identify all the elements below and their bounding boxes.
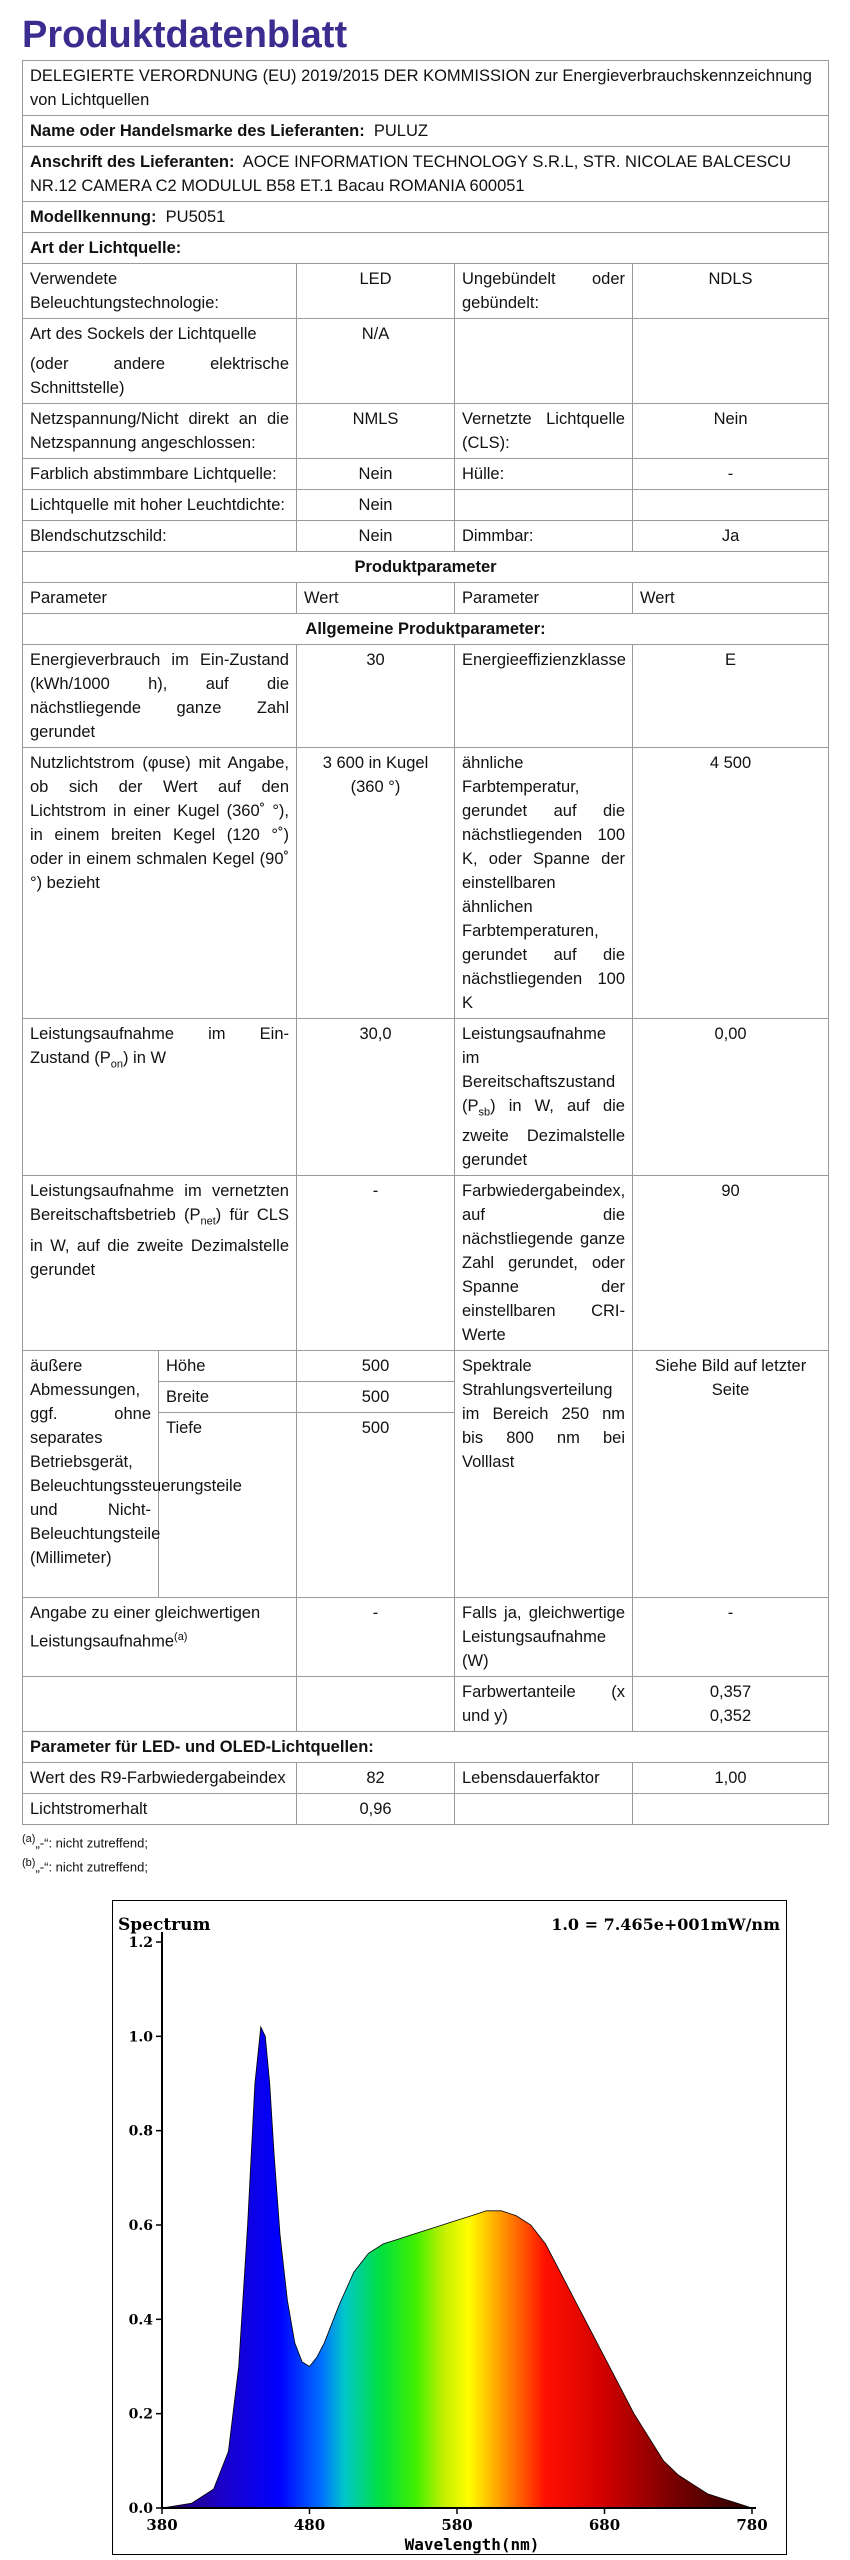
spectral-label: Spektrale Strahlungsverteilung im Bereich 250 nm bis 800 nm bei Volllast: [455, 1351, 633, 1598]
empty-cell: [633, 490, 829, 521]
regulation-text: DELEGIERTE VERORDNUNG (EU) 2019/2015 DER KOMMISSION zur Energieverbrauchskennzeichnung von Lichtquellen: [23, 61, 829, 116]
footnote: [22, 1853, 828, 1877]
led-params-heading: Parameter für LED- und OLED-Lichtquellen:: [23, 1732, 829, 1763]
cap-value: N/A: [297, 319, 455, 404]
y-tick-label: 0.6: [128, 2218, 153, 2234]
x-axis-label: Wavelength(nm): [404, 2535, 540, 2554]
directional-value: NDLS: [633, 264, 829, 319]
high-luminance-value: Nein: [297, 490, 455, 521]
p-on-label-text: ) in W: [122, 1049, 167, 1067]
r9-label: Wert des R9-Farbwiedergabeindex: [23, 1763, 297, 1794]
survival-factor-value: 1,00: [633, 1763, 829, 1794]
glare-shield-label: Blendschutzschild:: [23, 521, 297, 552]
depth-label: Tiefe: [159, 1413, 297, 1598]
mains-label: Netzspannung/Nicht direkt an die Netzspannung angeschlossen:: [23, 404, 297, 459]
envelope-label: Hülle:: [455, 459, 633, 490]
supplier-name-row: [23, 116, 829, 147]
y-tick-label: 0.4: [128, 2312, 153, 2329]
empty-cell: [633, 1794, 829, 1825]
lumen-maintenance-label: Lichtstromerhalt: [23, 1794, 297, 1825]
cap-label-line2: (oder andere elektrische Schnittstelle): [30, 355, 289, 397]
cri-value: 90: [633, 1176, 829, 1351]
model-label: Modellkennung:: [30, 208, 157, 226]
footnote: [22, 1829, 828, 1853]
mains-value: NMLS: [297, 404, 455, 459]
cap-label-line1: Art des Sockels der Lichtquelle: [30, 325, 257, 343]
supplier-name-label: Name oder Handelsmarke des Lieferanten:: [30, 122, 365, 140]
depth-value: 500: [297, 1413, 455, 1598]
equivalent-power-claim-value: -: [297, 1598, 455, 1677]
p-net-subscript: net: [200, 1215, 216, 1228]
dimensions-label: äußere Abmessungen, ggf. ohne separates Betriebsgerät, Beleuchtungssteuerungsteile und Nicht-Beleuchtungsteile (Millimeter): [23, 1351, 159, 1598]
col-header-param: Parameter: [455, 583, 633, 614]
colour-tunable-label: Farblich abstimmbare Lichtquelle:: [23, 459, 297, 490]
survival-factor-label: Lebensdauerfaktor: [455, 1763, 633, 1794]
datasheet-table: [22, 60, 829, 1825]
y-tick-label: 0.8: [128, 2123, 153, 2140]
empty-cell: [455, 1794, 633, 1825]
p-on-label-text: Leistungsaufnahme im Ein-Zustand (P: [30, 1025, 289, 1067]
chart-title: Spectrum: [118, 1915, 211, 1935]
r9-value: 82: [297, 1763, 455, 1794]
x-tick-label: 680: [588, 2516, 621, 2534]
x-tick-label: 780: [736, 2516, 768, 2534]
chromaticity-x: 0,357: [709, 1683, 752, 1702]
p-on-subscript: on: [110, 1058, 123, 1071]
empty-cell: [633, 319, 829, 404]
page-title: Produktdatenblatt: [22, 14, 348, 56]
spectrum-svg: [112, 1900, 787, 2555]
col-header-value: Wert: [297, 583, 455, 614]
supplier-address-row: [23, 147, 829, 202]
y-tick-label: 0.2: [128, 2406, 153, 2423]
efficiency-class-value: E: [633, 645, 829, 748]
on-mode-value: 30: [297, 645, 455, 748]
tech-value: LED: [297, 264, 455, 319]
flux-label: Nutzlichtstrom (φuse) mit Angabe, ob sich der Wert auf den Lichtstrom in einer Kugel (360˚ °), in einem breiten Kegel (120 °˚) oder in einem schmalen Kegel (90˚ °) bezieht: [23, 748, 297, 1019]
product-params-heading: Produktparameter: [23, 552, 829, 583]
cri-label: Farbwiedergabeindex, auf die nächstliegende ganze Zahl gerundet, oder Spanne der einstellbaren CRI-Werte: [455, 1176, 633, 1351]
cap-label: [23, 319, 297, 404]
col-header-value: Wert: [633, 583, 829, 614]
y-tick-label: 1.2: [128, 1935, 153, 1951]
col-header-param: Parameter: [23, 583, 297, 614]
cct-value: 4 500: [633, 748, 829, 1019]
tech-label: Verwendete Beleuchtungstechnologie:: [23, 264, 297, 319]
p-net-value: -: [297, 1176, 455, 1351]
p-net-label-text: Leistungsaufnahme im vernetzten Bereitschaftsbetrieb (P: [30, 1182, 289, 1225]
empty-cell: [297, 1677, 455, 1732]
p-net-label-text: ) für CLS in W, auf die zweite Dezimalstelle gerundet: [30, 1206, 289, 1279]
y-tick-label: 1.0: [128, 2029, 153, 2046]
colour-tunable-value: Nein: [297, 459, 455, 490]
equivalent-power-value: -: [633, 1598, 829, 1677]
footnotes: [22, 1829, 828, 1877]
p-sb-subscript: sb: [478, 1106, 491, 1119]
model-row: [23, 202, 829, 233]
high-luminance-label: Lichtquelle mit hoher Leuchtdichte:: [23, 490, 297, 521]
y-tick-label: 0.0: [128, 2501, 153, 2517]
empty-cell: [455, 319, 633, 404]
flux-value: 3 600 in Kugel (360 °): [297, 748, 455, 1019]
footnote-text: „-“: nicht zutreffend;: [35, 1859, 148, 1875]
dimmable-label: Dimmbar:: [455, 521, 633, 552]
x-tick-label: 480: [293, 2516, 326, 2534]
p-net-label: [23, 1176, 297, 1351]
height-value: 500: [297, 1351, 455, 1382]
p-sb-label: [455, 1019, 633, 1176]
cls-label: Vernetzte Lichtquelle (CLS):: [455, 404, 633, 459]
width-label: Breite: [159, 1382, 297, 1413]
footnote-mark: (a): [22, 1833, 36, 1846]
equivalent-power-claim-label: [23, 1598, 297, 1677]
p-sb-label-text: ) in W, auf die zweite Dezimalstelle gerundet: [462, 1097, 625, 1170]
general-params-heading: Allgemeine Produktparameter:: [23, 614, 829, 645]
cls-value: Nein: [633, 404, 829, 459]
x-tick-label: 380: [146, 2516, 178, 2534]
footnote-text: „-“: nicht zutreffend;: [35, 1835, 148, 1851]
p-on-label: [23, 1019, 297, 1176]
spectral-value: Siehe Bild auf letzter Seite: [633, 1351, 829, 1598]
p-sb-label-text: Leistungsaufnahme im Bereitschaftszustand (P: [462, 1025, 616, 1115]
chromaticity-value: [633, 1677, 829, 1732]
supplier-address: AOCE INFORMATION TECHNOLOGY S.R.L, STR. NICOLAE BALCESCU NR.12 CAMERA C2 MODULUL B58 ET.1 Bacau ROMANIA 600051: [30, 153, 792, 195]
lumen-maintenance-value: 0,96: [297, 1794, 455, 1825]
efficiency-class-label: Energieeffizienzklasse: [455, 645, 633, 748]
chromaticity-y: 0,352: [709, 1707, 752, 1726]
light-type-heading: Art der Lichtquelle:: [23, 233, 829, 264]
spectrum-chart: [112, 1900, 787, 2555]
model-id: PU5051: [165, 208, 226, 226]
glare-shield-value: Nein: [297, 521, 455, 552]
datasheet: [22, 10, 828, 1877]
height-label: Höhe: [159, 1351, 297, 1382]
x-tick-label: 580: [441, 2516, 473, 2534]
footnote-mark: (a): [174, 1631, 188, 1644]
dimmable-value: Ja: [633, 521, 829, 552]
equivalent-power-claim-text: Angabe zu einer gleichwertigen Leistungsaufnahme: [30, 1604, 261, 1651]
directional-label: Ungebündelt oder gebündelt:: [455, 264, 633, 319]
p-on-value: 30,0: [297, 1019, 455, 1176]
envelope-value: -: [633, 459, 829, 490]
chromaticity-label: Farbwertanteile (x und y): [455, 1677, 633, 1732]
supplier-name: PULUZ: [373, 122, 428, 140]
equivalent-power-label: Falls ja, gleichwertige Leistungsaufnahme (W): [455, 1598, 633, 1677]
supplier-address-label: Anschrift des Lieferanten:: [30, 153, 235, 171]
width-value: 500: [297, 1382, 455, 1413]
empty-cell: [23, 1677, 297, 1732]
chart-scale-note: 1.0 = 7.465e+001mW/nm: [551, 1915, 780, 1934]
footnote-mark: (b): [22, 1857, 36, 1870]
p-sb-value: 0,00: [633, 1019, 829, 1176]
empty-cell: [455, 490, 633, 521]
cct-label: ähnliche Farbtemperatur, gerundet auf die nächstliegenden 100 K, oder Spanne der einstellbaren ähnlichen Farbtemperaturen, gerundet auf die nächstliegenden 100 K: [455, 748, 633, 1019]
on-mode-label: Energieverbrauch im Ein-Zustand (kWh/1000 h), auf die nächstliegende ganze Zahl gerundet: [23, 645, 297, 748]
